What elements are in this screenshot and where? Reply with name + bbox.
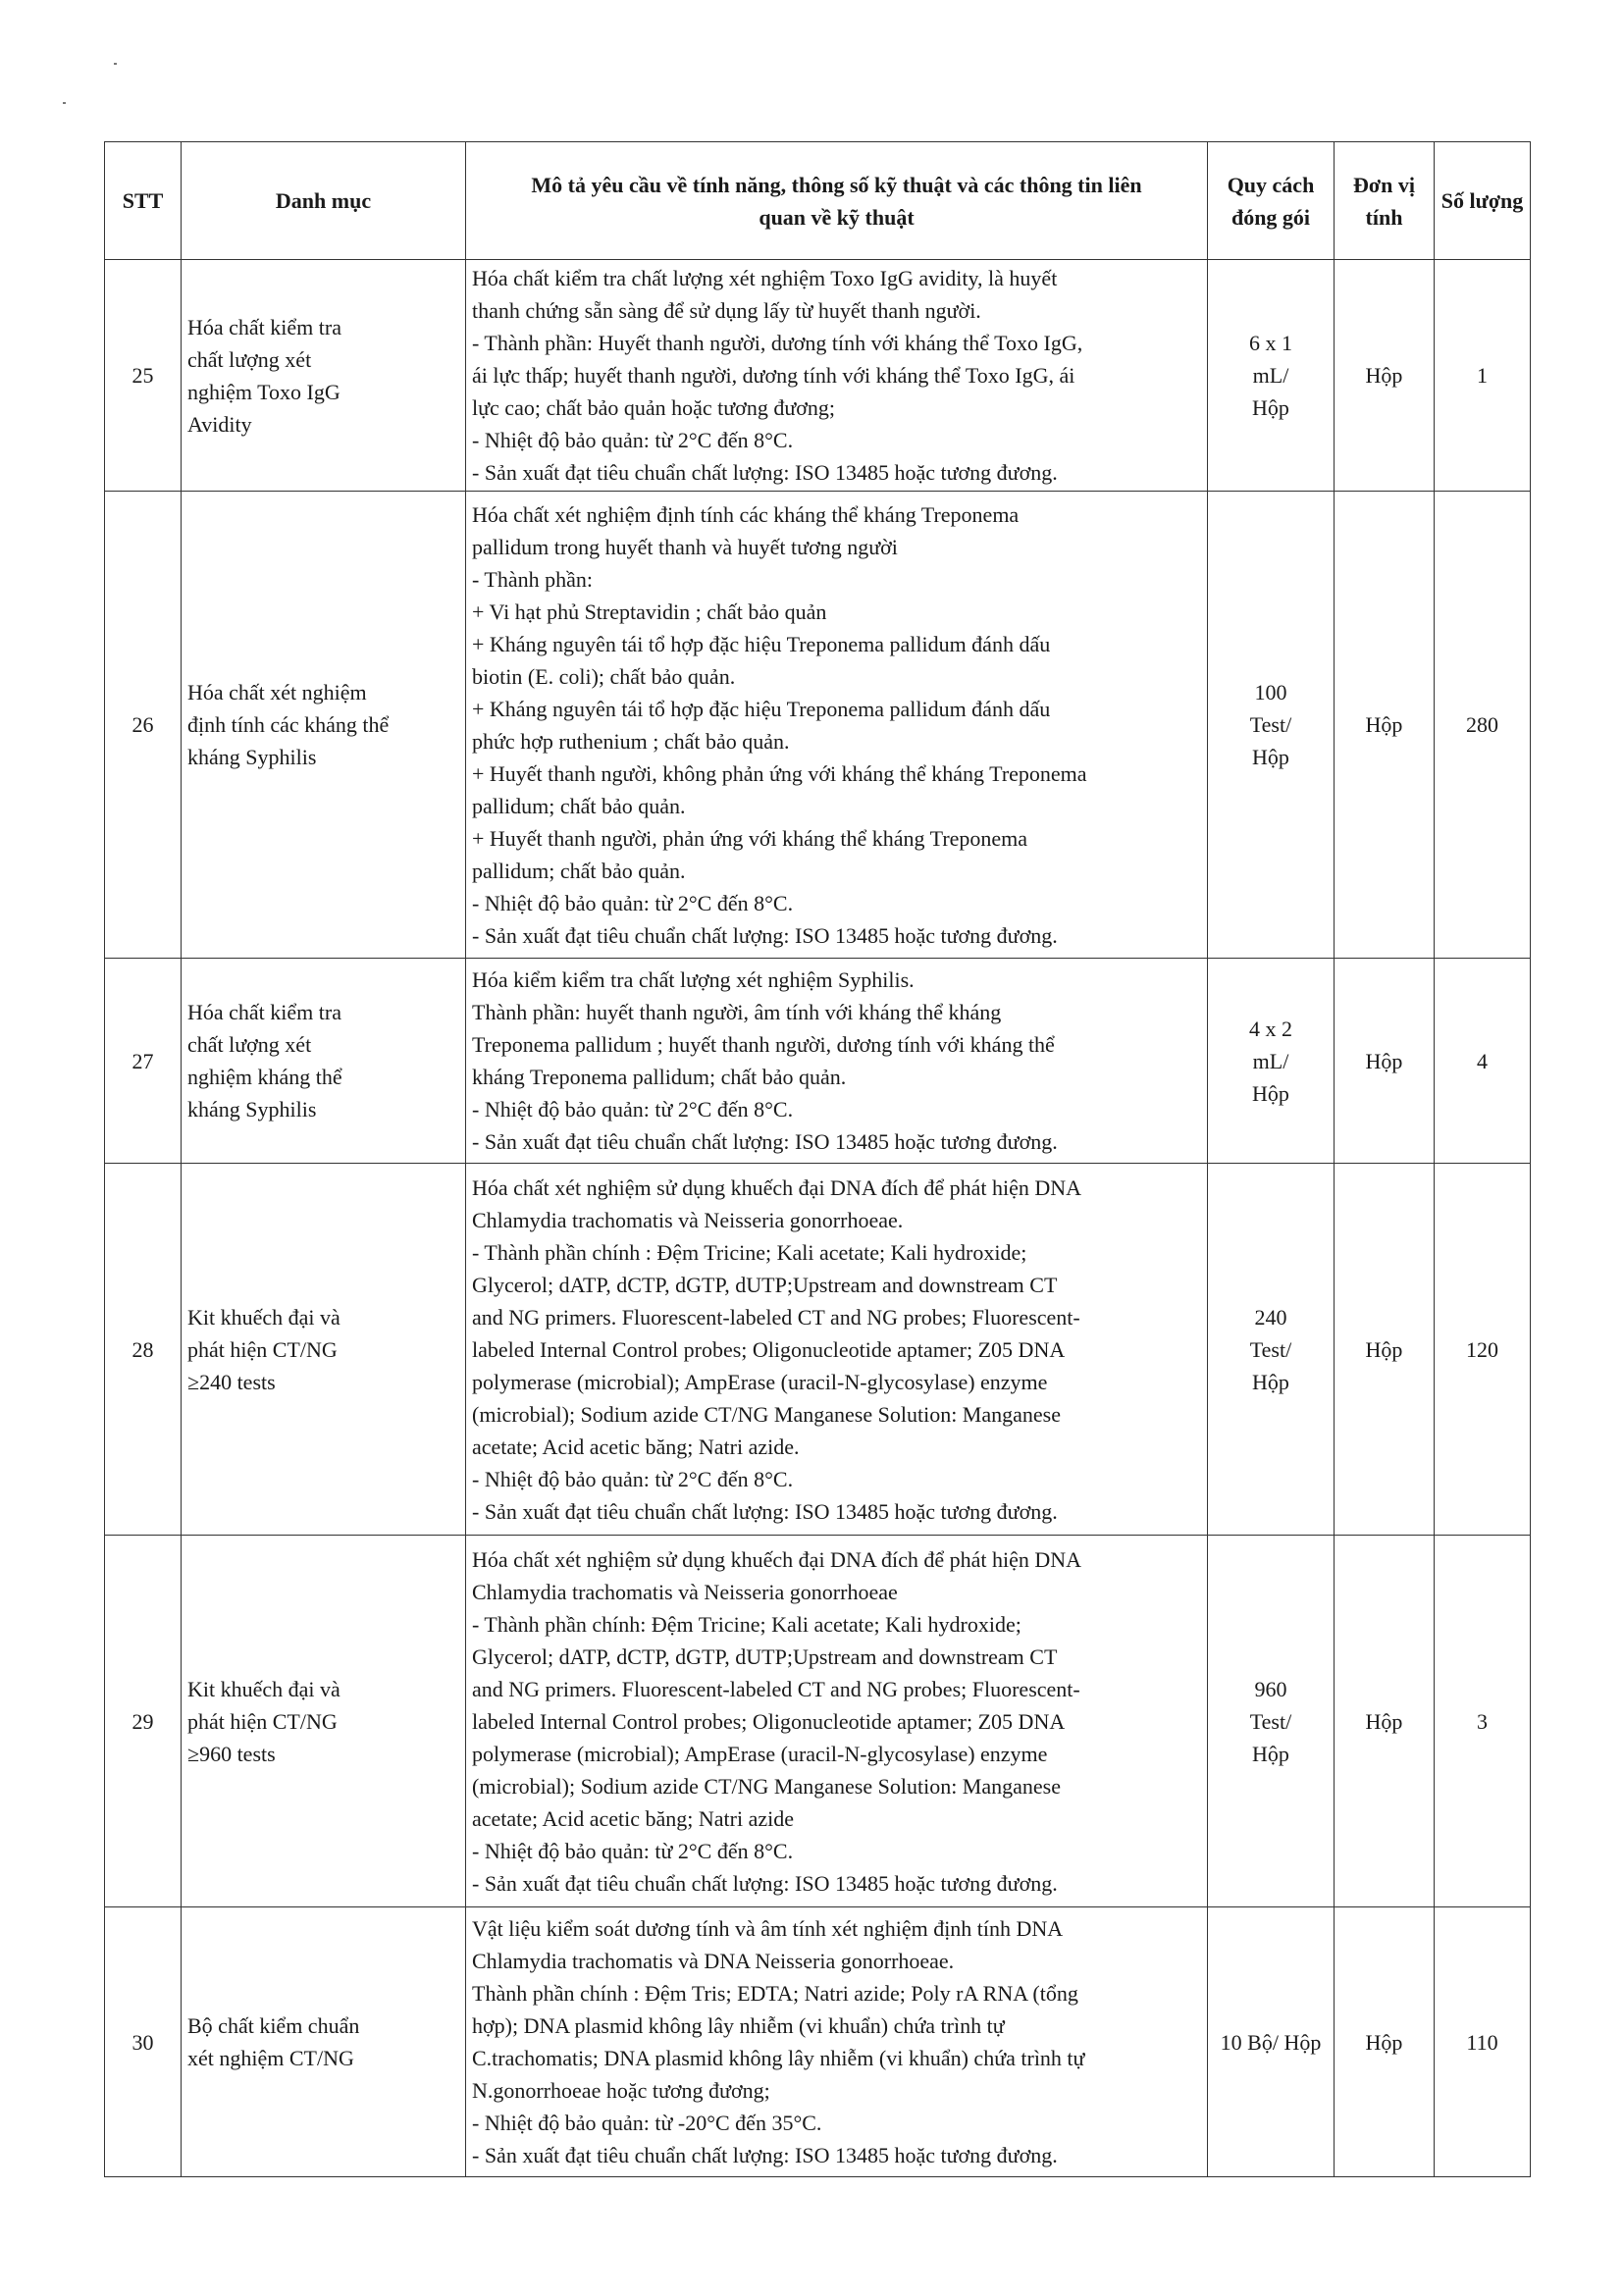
row-packaging-text: 960 Test/ Hộp: [1249, 1676, 1292, 1766]
row-category: [182, 959, 466, 1164]
description-line: biotin (E. coli); chất bảo quản.: [472, 663, 736, 689]
row-unit: Hộp: [1335, 1164, 1435, 1536]
row-category-text: Kit khuếch đại và phát hiện CT/NG ≥960 tests: [187, 1676, 340, 1766]
row-description: [466, 1907, 1208, 2177]
description-line: + Huyết thanh người, không phản ứng với kháng thể kháng Treponema: [472, 760, 1087, 786]
table-row: [105, 1164, 1531, 1536]
table-row: [105, 260, 1531, 492]
description-line: and NG primers. Fluorescent-labeled CT and NG probes; Fluorescent-: [472, 1304, 1080, 1330]
row-category-text: Hóa chất xét nghiệm định tính các kháng thể kháng Syphilis: [187, 680, 390, 769]
row-category-text: Bộ chất kiểm chuẩn xét nghiệm CT/NG: [187, 2013, 360, 2070]
description-line: - Sản xuất đạt tiêu chuẩn chất lượng: ISO 13485 hoặc tương đương.: [472, 1870, 1058, 1896]
description-line: + Huyết thanh người, phản ứng với kháng thể kháng Treponema: [472, 825, 1028, 851]
description-line: - Sản xuất đạt tiêu chuẩn chất lượng: ISO 13485 hoặc tương đương.: [472, 460, 1058, 485]
header-description: Mô tả yêu cầu về tính năng, thông số kỹ thuật và các thông tin liên quan về kỹ thuật: [466, 142, 1208, 260]
header-unit: Đơn vị tính: [1335, 142, 1435, 260]
description-line: polymerase (microbial); AmpErase (uracil-N-glycosylase) enzyme: [472, 1369, 1048, 1394]
description-line: - Thành phần chính : Đệm Tricine; Kali acetate; Kali hydroxide;: [472, 1239, 1027, 1265]
row-quantity: 120: [1435, 1164, 1531, 1536]
row-category: [182, 260, 466, 492]
row-category: [182, 1164, 466, 1536]
row-quantity: 280: [1435, 492, 1531, 959]
header-category: Danh mục: [182, 142, 466, 260]
description-line: and NG primers. Fluorescent-labeled CT and NG probes; Fluorescent-: [472, 1676, 1080, 1701]
row-stt: 26: [105, 492, 182, 959]
description-line: Hóa kiểm kiểm tra chất lượng xét nghiệm Syphilis.: [472, 967, 915, 992]
description-line: N.gonorrhoeae hoặc tương đương;: [472, 2078, 770, 2103]
description-line: + Kháng nguyên tái tổ hợp đặc hiệu Treponema pallidum đánh dấu: [472, 696, 1051, 721]
description-line: Hóa chất xét nghiệm sử dụng khuếch đại DNA đích để phát hiện DNA: [472, 1546, 1082, 1572]
description-line: pallidum; chất bảo quản.: [472, 858, 686, 883]
row-quantity: 4: [1435, 959, 1531, 1164]
row-description: [466, 1164, 1208, 1536]
row-stt: 29: [105, 1536, 182, 1907]
description-line: - Nhiệt độ bảo quản: từ 2°C đến 8°C.: [472, 428, 794, 452]
row-packaging: [1208, 1164, 1335, 1536]
description-line: thanh chứng sẵn sàng để sử dụng lấy từ huyết thanh người.: [472, 298, 981, 323]
row-packaging: [1208, 492, 1335, 959]
row-stt: 28: [105, 1164, 182, 1536]
description-line: - Nhiệt độ bảo quản: từ 2°C đến 8°C.: [472, 1838, 794, 1863]
description-line: polymerase (microbial); AmpErase (uracil-N-glycosylase) enzyme: [472, 1741, 1048, 1766]
description-line: Hóa chất xét nghiệm định tính các kháng thể kháng Treponema: [472, 501, 1020, 527]
description-line: Chlamydia trachomatis và DNA Neisseria gonorrhoeae.: [472, 1949, 955, 1973]
row-category-text: Hóa chất kiểm tra chất lượng xét nghiệm kháng thể kháng Syphilis: [187, 1000, 342, 1122]
table-row: [105, 959, 1531, 1164]
row-packaging-text: 10 Bộ/ Hộp: [1220, 2029, 1322, 2055]
row-unit: Hộp: [1335, 1907, 1435, 2177]
description-line: acetate; Acid acetic băng; Natri azide: [472, 1805, 794, 1831]
row-packaging: [1208, 959, 1335, 1164]
description-line: ái lực thấp; huyết thanh người, dương tính với kháng thể Toxo IgG, ái: [472, 363, 1075, 388]
description-line: hợp); DNA plasmid không lây nhiễm (vi khuẩn) chứa trình tự: [472, 2013, 1005, 2038]
description-line: - Sản xuất đạt tiêu chuẩn chất lượng: ISO 13485 hoặc tương đương.: [472, 1498, 1058, 1524]
description-line: Thành phần chính : Đệm Tris; EDTA; Natri azide; Poly rA RNA (tổng: [472, 1981, 1078, 2006]
description-line: Thành phần: huyết thanh người, âm tính với kháng thể kháng: [472, 1000, 1002, 1024]
description-line: Chlamydia trachomatis và Neisseria gonorrhoeae.: [472, 1207, 904, 1232]
table-header-row: [105, 142, 1531, 260]
scan-speck: [114, 63, 117, 65]
description-line: Hóa chất xét nghiệm sử dụng khuếch đại DNA đích để phát hiện DNA: [472, 1174, 1082, 1200]
row-description: [466, 1536, 1208, 1907]
row-quantity: 1: [1435, 260, 1531, 492]
description-line: (microbial); Sodium azide CT/NG Manganese Solution: Manganese: [472, 1401, 1061, 1427]
row-description: [466, 492, 1208, 959]
description-line: Chlamydia trachomatis và Neisseria gonorrhoeae: [472, 1579, 898, 1604]
description-line: - Thành phần: Huyết thanh người, dương tính với kháng thể Toxo IgG,: [472, 331, 1083, 355]
description-line: Vật liệu kiểm soát dương tính và âm tính xét nghiệm định tính DNA: [472, 1916, 1064, 1941]
row-packaging-text: 100 Test/ Hộp: [1249, 680, 1292, 769]
specification-table: [104, 141, 1531, 2177]
description-line: C.trachomatis; DNA plasmid không lây nhiễm (vi khuẩn) chứa trình tự: [472, 2046, 1085, 2070]
row-unit: Hộp: [1335, 1536, 1435, 1907]
table-row: [105, 1536, 1531, 1907]
row-description: [466, 959, 1208, 1164]
row-packaging: [1208, 1907, 1335, 2177]
row-packaging: [1208, 260, 1335, 492]
row-category: [182, 1536, 466, 1907]
row-category-text: Hóa chất kiểm tra chất lượng xét nghiệm Toxo IgG Avidity: [187, 314, 341, 437]
description-line: - Sản xuất đạt tiêu chuẩn chất lượng: ISO 13485 hoặc tương đương.: [472, 2143, 1058, 2167]
row-packaging: [1208, 1536, 1335, 1907]
row-unit: Hộp: [1335, 260, 1435, 492]
row-category: [182, 492, 466, 959]
row-description: [466, 260, 1208, 492]
row-stt: 30: [105, 1907, 182, 2177]
header-stt: STT: [105, 142, 182, 260]
description-line: - Nhiệt độ bảo quản: từ 2°C đến 8°C.: [472, 1466, 794, 1491]
row-quantity: 110: [1435, 1907, 1531, 2177]
scan-speck: [63, 102, 66, 104]
description-line: Glycerol; dATP, dCTP, dGTP, dUTP;Upstream and downstream CT: [472, 1272, 1058, 1297]
description-line: + Vi hạt phủ Streptavidin ; chất bảo quản: [472, 599, 827, 624]
description-line: - Sản xuất đạt tiêu chuẩn chất lượng: ISO 13485 hoặc tương đương.: [472, 922, 1058, 948]
row-category: [182, 1907, 466, 2177]
row-category-text: Kit khuếch đại và phát hiện CT/NG ≥240 tests: [187, 1304, 340, 1394]
table-row: [105, 1907, 1531, 2177]
table-row: [105, 492, 1531, 959]
row-packaging-text: 4 x 2 mL/ Hộp: [1249, 1016, 1292, 1106]
header-packaging: Quy cách đóng gói: [1208, 142, 1335, 260]
row-packaging-text: 240 Test/ Hộp: [1249, 1304, 1292, 1394]
description-line: - Thành phần:: [472, 566, 594, 592]
header-quantity: Số lượng: [1435, 142, 1531, 260]
description-line: - Nhiệt độ bảo quản: từ 2°C đến 8°C.: [472, 890, 794, 915]
row-stt: 25: [105, 260, 182, 492]
row-packaging-text: 6 x 1 mL/ Hộp: [1249, 331, 1292, 420]
row-stt: 27: [105, 959, 182, 1164]
description-line: - Sản xuất đạt tiêu chuẩn chất lượng: ISO 13485 hoặc tương đương.: [472, 1129, 1058, 1154]
description-line: pallidum; chất bảo quản.: [472, 793, 686, 818]
description-line: Glycerol; dATP, dCTP, dGTP, dUTP;Upstream and downstream CT: [472, 1644, 1058, 1669]
description-line: Hóa chất kiểm tra chất lượng xét nghiệm Toxo IgG avidity, là huyết: [472, 266, 1058, 290]
description-line: Treponema pallidum ; huyết thanh người, dương tính với kháng thể: [472, 1032, 1055, 1057]
description-line: + Kháng nguyên tái tổ hợp đặc hiệu Treponema pallidum đánh dấu: [472, 631, 1051, 656]
description-line: pallidum trong huyết thanh và huyết tương người: [472, 534, 898, 559]
description-line: acetate; Acid acetic băng; Natri azide.: [472, 1434, 800, 1459]
description-line: labeled Internal Control probes; Oligonucleotide aptamer; Z05 DNA: [472, 1708, 1066, 1734]
description-line: - Thành phần chính: Đệm Tricine; Kali acetate; Kali hydroxide;: [472, 1611, 1021, 1637]
description-line: labeled Internal Control probes; Oligonucleotide aptamer; Z05 DNA: [472, 1336, 1066, 1362]
description-line: phức hợp ruthenium ; chất bảo quản.: [472, 728, 790, 754]
description-line: - Nhiệt độ bảo quản: từ 2°C đến 8°C.: [472, 1097, 794, 1122]
row-unit: Hộp: [1335, 959, 1435, 1164]
row-quantity: 3: [1435, 1536, 1531, 1907]
description-line: kháng Treponema pallidum; chất bảo quản.: [472, 1065, 847, 1089]
description-line: (microbial); Sodium azide CT/NG Manganese Solution: Manganese: [472, 1773, 1061, 1799]
description-line: lực cao; chất bảo quản hoặc tương đương;: [472, 395, 835, 420]
row-unit: Hộp: [1335, 492, 1435, 959]
description-line: - Nhiệt độ bảo quản: từ -20°C đến 35°C.: [472, 2111, 822, 2135]
